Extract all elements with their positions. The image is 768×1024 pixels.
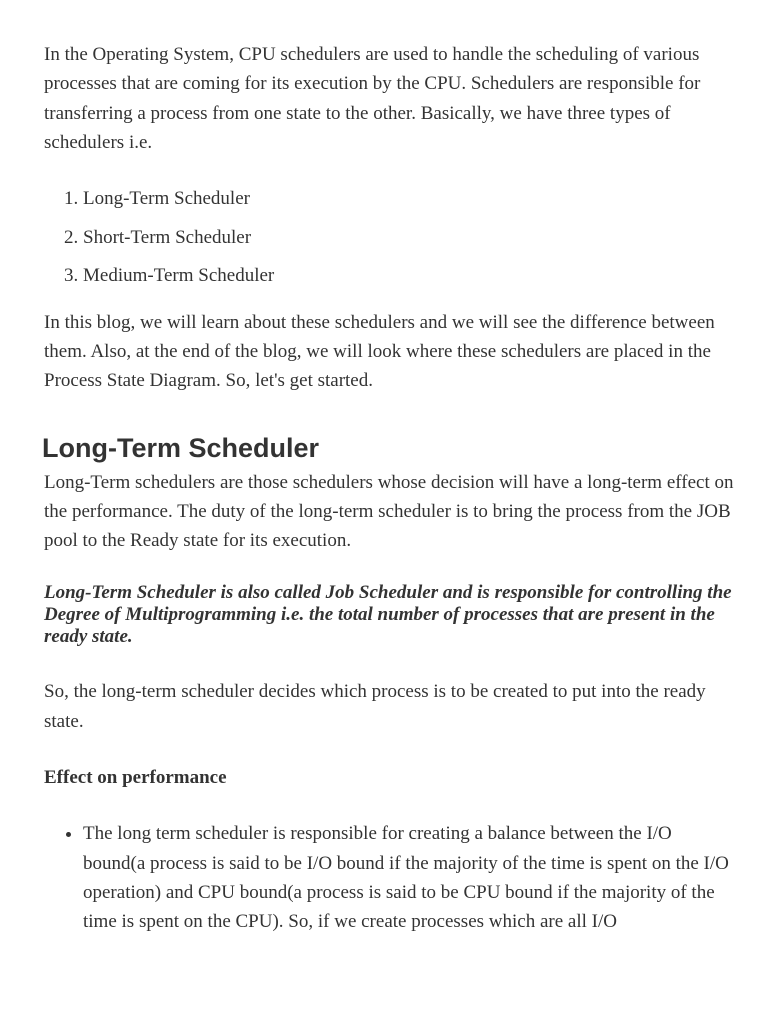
blog-intro-paragraph: In this blog, we will learn about these schedulers and we will see the difference between them. Also, at the end of the blog, we will look where these schedulers are placed in the Process State Diagram. So, let's get started. — [44, 311, 715, 392]
list-item: 1. Long-Term Scheduler — [83, 184, 734, 213]
effect-points-list — [44, 819, 734, 936]
list-item: 2. Short-Term Scheduler — [83, 223, 734, 252]
intro-paragraph: In the Operating System, CPU schedulers are used to handle the scheduling of various processes that are coming for its execution by the CPU. Schedulers are responsible for transferring a process from one state to the other. Basically, we have three types of schedulers i.e. — [44, 44, 701, 153]
job-scheduler-callout: Long-Term Scheduler is also called Job Scheduler and is responsible for controlling the Degree of Multiprogramming i.e. the total number of processes that are present in the ready state. — [44, 582, 732, 648]
effect-on-performance-heading: Effect on performance — [44, 767, 227, 789]
list-item: • The long term scheduler is responsible for creating a balance between the I/O bound(a process is said to be I/O bound if the majority of the time is spent on the I/O operation) and CPU bound(a process is said to be CPU bound if the majority of the time is spent on the CPU). So, if we create processes which are all I/O — [83, 819, 734, 936]
article-content — [44, 40, 734, 937]
scheduler-types-list — [44, 184, 734, 290]
list-item: 3. Medium-Term Scheduler — [83, 261, 734, 290]
long-term-heading: Long-Term Scheduler — [42, 432, 320, 463]
decides-paragraph: So, the long-term scheduler decides which process is to be created to put into the ready state. — [44, 681, 706, 732]
long-term-description: Long-Term schedulers are those schedulers whose decision will have a long-term effect on the performance. The duty of the long-term scheduler is to bring the process from the JOB pool to the Ready state for its execution. — [44, 471, 734, 552]
